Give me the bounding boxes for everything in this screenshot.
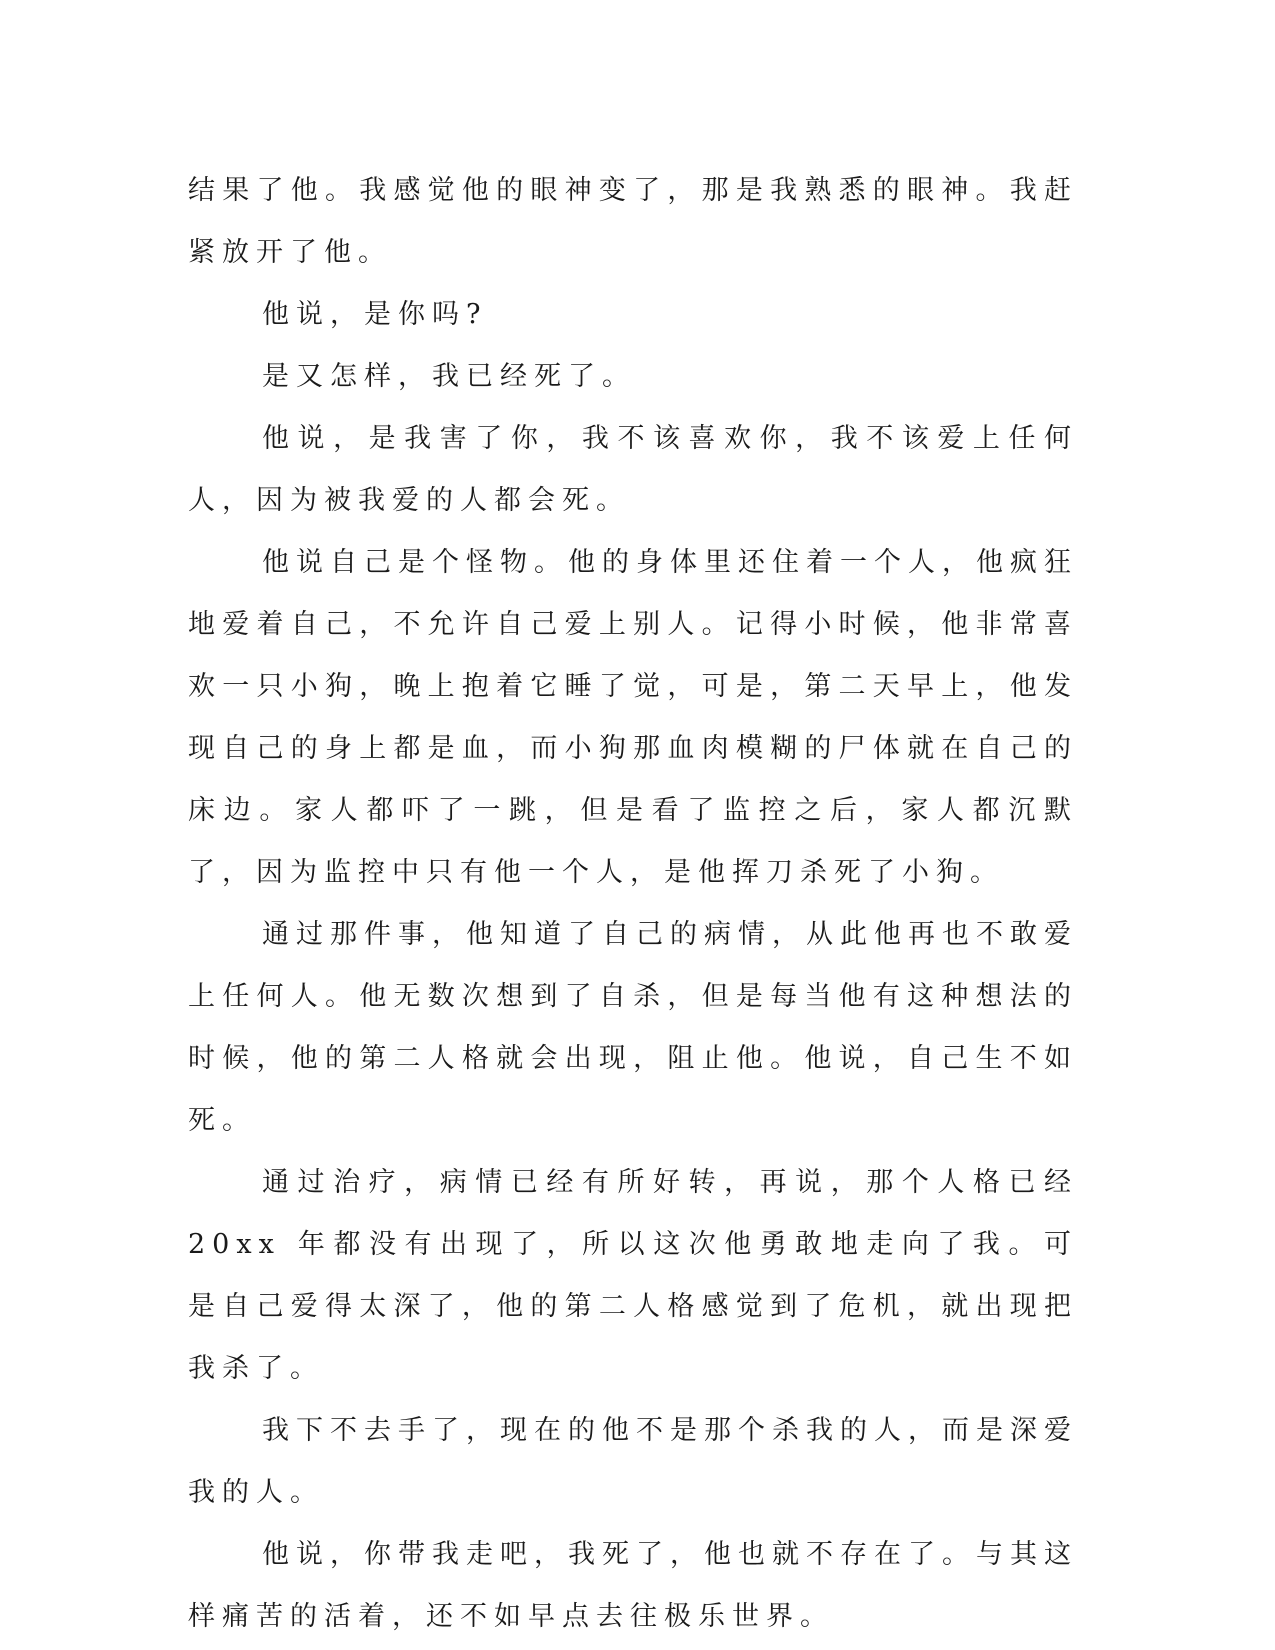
- paragraph: 结果了他。我感觉他的眼神变了，那是我熟悉的眼神。我赶紧放开了他。: [188, 175, 1078, 268]
- paragraph: 他说，你带我走吧，我死了，他也就不存在了。与其这样痛苦的活着，还不如早点去往极乐世界。: [188, 1539, 1078, 1632]
- paragraph: 通过那件事，他知道了自己的病情，从此他再也不敢爱上任何人。他无数次想到了自杀，但是每当他有这种想法的时候，他的第二人格就会出现，阻止他。他说，自己生不如死。: [188, 919, 1078, 1136]
- paragraph: 是又怎样，我已经死了。: [262, 361, 636, 392]
- paragraph: 他说，是你吗?: [262, 299, 488, 330]
- paragraph: 通过治疗，病情已经有所好转，再说，那个人格已经 20xx 年都没有出现了，所以这次他勇敢地走向了我。可是自己爱得太深了，他的第二人格感觉到了危机，就出现把我杀了。: [188, 1167, 1078, 1384]
- paragraph: 他说自己是个怪物。他的身体里还住着一个人，他疯狂地爱着自己，不允许自己爱上别人。记得小时候，他非常喜欢一只小狗，晚上抱着它睡了觉，可是，第二天早上，他发现自己的身上都是血，而小狗那血肉模糊的尸体就在自己的床边。家人都吓了一跳，但是看了监控之后，家人都沉默了，因为监控中只有他一个人，是他挥刀杀死了小狗。: [188, 547, 1078, 888]
- paragraph: 我下不去手了，现在的他不是那个杀我的人，而是深爱我的人。: [188, 1415, 1078, 1508]
- paragraph: 他说，是我害了你，我不该喜欢你，我不该爱上任何人，因为被我爱的人都会死。: [188, 423, 1078, 516]
- document-body: [188, 160, 1078, 1648]
